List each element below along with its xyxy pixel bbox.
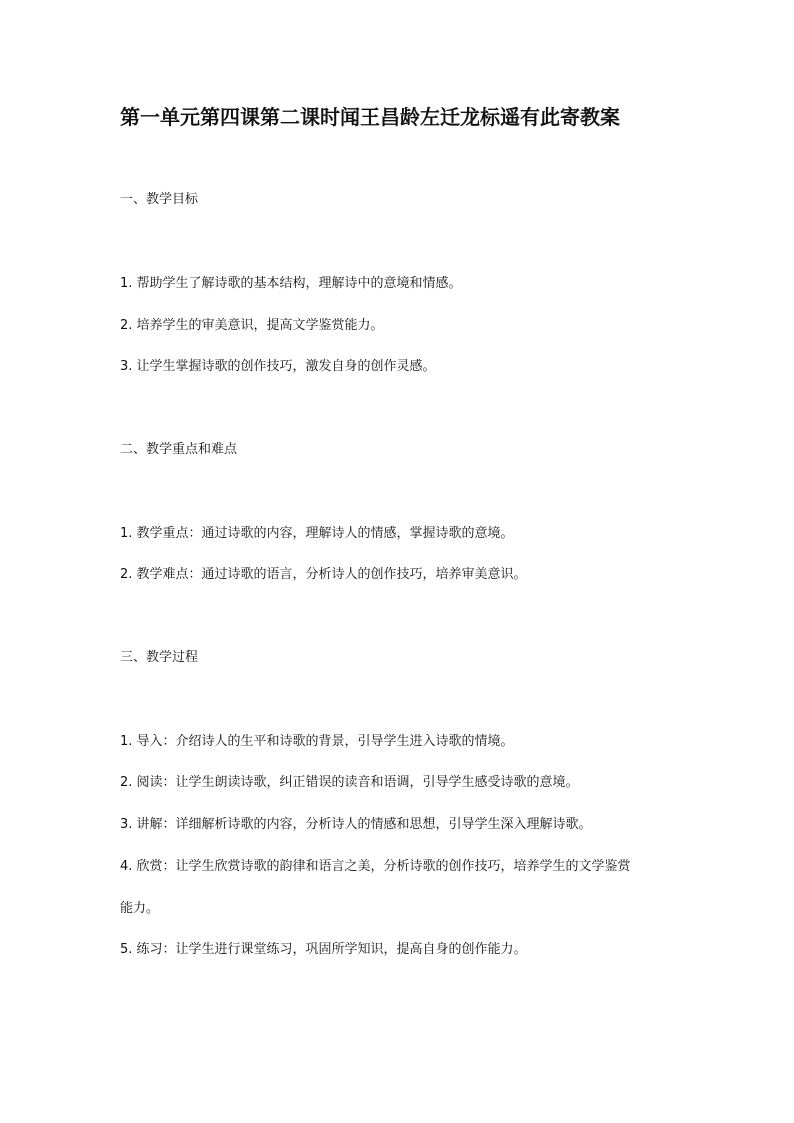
page-title: 第一单元第四课第二课时闻王昌龄左迁龙标遥有此寄教案 (120, 105, 620, 129)
section-heading-key-points: 二、教学重点和难点 (120, 442, 238, 457)
list-item: 1. 教学重点：通过诗歌的内容，理解诗人的情感，掌握诗歌的意境。 (120, 526, 514, 541)
list-item: 3. 讲解：详细解析诗歌的内容，分析诗人的情感和思想，引导学生深入理解诗歌。 (120, 817, 592, 832)
list-item: 2. 教学难点：通过诗歌的语言，分析诗人的创作技巧，培养审美意识。 (120, 567, 527, 582)
section-heading-process: 三、教学过程 (120, 650, 199, 665)
list-item: 2. 培养学生的审美意识，提高文学鉴赏能力。 (120, 318, 384, 333)
list-item: 3. 让学生掌握诗歌的创作技巧，激发自身的创作灵感。 (120, 359, 436, 374)
list-item: 4. 欣赏：让学生欣赏诗歌的韵律和语言之美，分析诗歌的创作技巧，培养学生的文学鉴赏 (120, 859, 631, 874)
list-item: 1. 导入：介绍诗人的生平和诗歌的背景，引导学生进入诗歌的情境。 (120, 734, 514, 749)
section-heading-objectives: 一、教学目标 (120, 192, 199, 207)
list-item: 5. 练习：让学生进行课堂练习，巩固所学知识，提高自身的创作能力。 (120, 942, 527, 957)
list-item: 1. 帮助学生了解诗歌的基本结构，理解诗中的意境和情感。 (120, 276, 462, 291)
list-item: 2. 阅读：让学生朗读诗歌，纠正错误的读音和语调，引导学生感受诗歌的意境。 (120, 775, 579, 790)
list-item-continuation: 能力。 (120, 901, 160, 916)
